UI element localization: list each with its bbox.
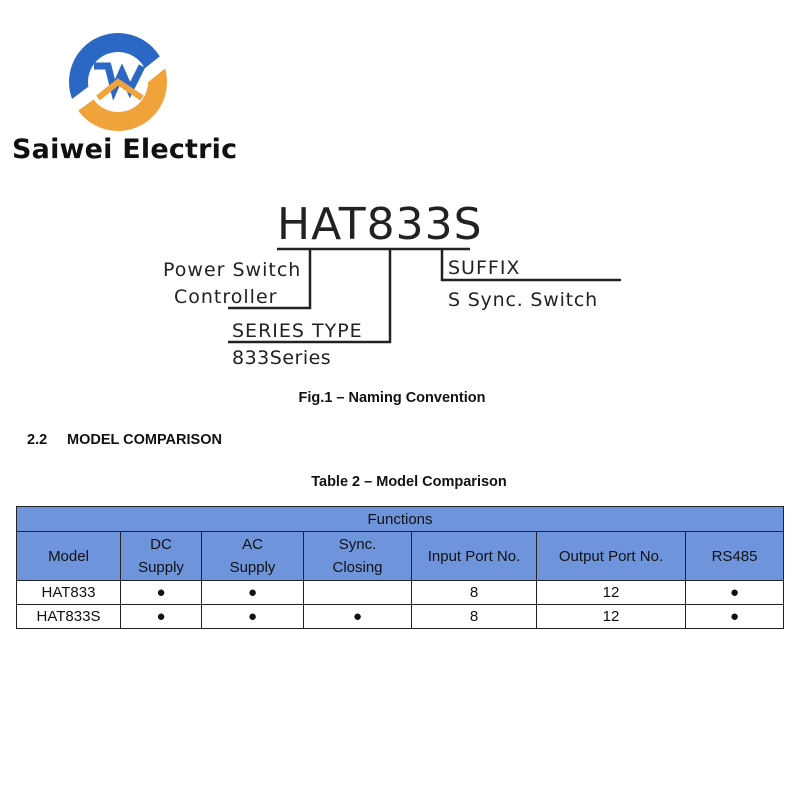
col-header-model: [17, 532, 121, 581]
cell-output-port: 12: [537, 581, 686, 605]
col-header-line1: Output Port No.: [558, 547, 664, 565]
section-number: 2.2: [27, 432, 48, 448]
col-header-ac-supply: [202, 532, 304, 581]
col-header-output-port: [537, 532, 686, 581]
col-header-line2: Supply: [138, 559, 184, 576]
figure-caption: Fig.1 – Naming Convention: [298, 390, 486, 406]
label-product-type-line2: Controller: [174, 286, 278, 308]
model-code: HAT833S: [277, 199, 483, 250]
cell-dc-supply: ●: [121, 605, 202, 629]
col-header-line1: DC: [150, 536, 172, 553]
group-header-functions: Functions: [17, 507, 784, 532]
col-header-sync-closing: [304, 532, 412, 581]
brand-name: Saiwei Electric: [12, 134, 238, 165]
cell-sync-closing: ●: [304, 605, 412, 629]
col-header-line1: Sync.: [338, 536, 377, 553]
cell-dc-supply: ●: [121, 581, 202, 605]
cell-model: HAT833: [17, 581, 121, 605]
col-header-line2: Supply: [229, 559, 276, 576]
cell-sync-closing: [304, 581, 412, 605]
section-title: MODEL COMPARISON: [67, 432, 222, 448]
table-caption: Table 2 – Model Comparison: [311, 474, 507, 490]
model-comparison-table: [16, 506, 784, 629]
naming-convention-diagram: [0, 195, 800, 385]
cell-output-port: 12: [537, 605, 686, 629]
label-suffix-value: S Sync. Switch: [448, 289, 598, 311]
cell-ac-supply: ●: [202, 581, 304, 605]
col-header-line1: Input Port No.: [427, 547, 521, 565]
label-series-value: 833Series: [232, 347, 332, 369]
cell-input-port: 8: [412, 605, 537, 629]
col-header-line1: Model: [48, 547, 89, 565]
table-row: [17, 581, 784, 605]
saiwei-logo-icon: [68, 32, 168, 132]
cell-rs485: ●: [686, 605, 784, 629]
cell-model: HAT833S: [17, 605, 121, 629]
table-group-header-row: [17, 507, 784, 532]
col-header-input-port: [412, 532, 537, 581]
col-header-dc-supply: [121, 532, 202, 581]
label-suffix: SUFFIX: [448, 257, 521, 279]
cell-input-port: 8: [412, 581, 537, 605]
cell-rs485: ●: [686, 581, 784, 605]
col-header-line1: AC: [242, 536, 263, 553]
table-header-row: [17, 532, 784, 581]
col-header-line1: RS485: [711, 547, 758, 565]
cell-ac-supply: ●: [202, 605, 304, 629]
label-series-type: SERIES TYPE: [232, 320, 363, 342]
col-header-rs485: [686, 532, 784, 581]
table-row: [17, 605, 784, 629]
col-header-line2: Closing: [332, 559, 383, 576]
label-product-type: Power Switch: [163, 259, 302, 281]
